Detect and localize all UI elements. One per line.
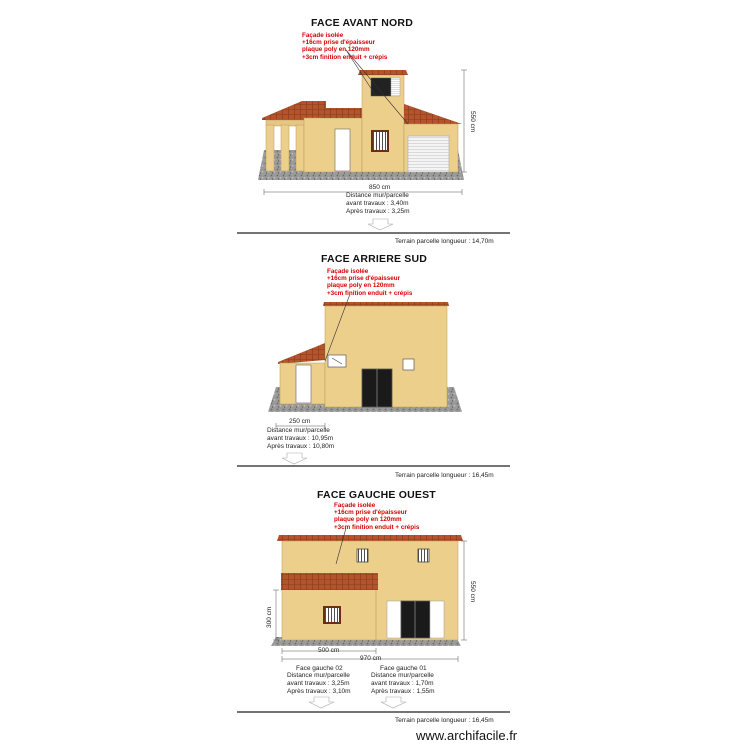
west-face02-distance: Distance mur/parcelle (287, 672, 350, 679)
north-lower-window (372, 131, 388, 151)
north-title: FACE AVANT NORD (311, 17, 413, 29)
north-entry-door (335, 129, 350, 171)
north-before-works: avant travaux : 3,40m (346, 200, 409, 207)
north-after-works: Après travaux : 3,25m (346, 208, 410, 215)
west-width-b-label: 970 cm (360, 655, 382, 662)
south-annex-door (296, 365, 311, 403)
west-face01-distance: Distance mur/parcelle (371, 672, 434, 679)
west-window-upper-right (418, 549, 429, 562)
north-pillar-2 (281, 125, 289, 171)
north-arrow (368, 219, 393, 230)
south-after-works: Après travaux : 10,80m (267, 443, 335, 450)
west-patio-door (401, 601, 430, 638)
north-insulation-note: Façade isolée +16cm prise d'épaisseur plaque poly en 120mm +3cm finition enduit + crépis (302, 32, 388, 61)
north-garage-door (408, 136, 449, 172)
west-face01-title: Face gauche 01 (380, 665, 427, 672)
north-garage-roof (404, 104, 462, 124)
north-lower-wall (304, 118, 362, 172)
west-face01-before: avant travaux : 1,70m (371, 680, 434, 687)
west-title: FACE GAUCHE OUEST (317, 489, 436, 501)
south-terrain-length: Terrain parcelle longueur : 16,45m (395, 472, 494, 479)
west-arrow-01 (381, 697, 406, 708)
west-face01-after: Après travaux : 1,55m (371, 688, 435, 695)
west-insulation-note: Façade isolée +16cm prise d'épaisseur plaque poly en 120mm +3cm finition enduit + crépis (334, 502, 420, 531)
west-width-a-label: 500 cm (318, 647, 340, 654)
south-width-label: 250 cm (289, 418, 311, 425)
west-arrow-02 (309, 697, 334, 708)
north-terrain-length: Terrain parcelle longueur : 14,70m (395, 238, 494, 245)
west-face02-after: Après travaux : 3,10m (287, 688, 351, 695)
south-top-roof (323, 302, 449, 306)
south-annex-roof (278, 343, 325, 364)
south-insulation-note: Façade isolée +16cm prise d'épaisseur plaque poly en 120mm +3cm finition enduit + crépis (327, 268, 413, 297)
west-face02-title: Face gauche 02 (296, 665, 343, 672)
west-window-upper-left (357, 549, 368, 562)
west-terrain-length: Terrain parcelle longueur : 16,45m (395, 717, 494, 724)
south-small-window-right (403, 359, 414, 370)
west-face02-before: avant travaux : 3,25m (287, 680, 350, 687)
south-title: FACE ARRIERE SUD (321, 253, 428, 265)
west-height-label: 550 cm (469, 581, 476, 603)
north-pergola-roof (262, 101, 326, 120)
west-window-lower (324, 607, 340, 623)
west-top-roof (277, 535, 463, 541)
west-left-height-label: 300 cm (266, 606, 273, 628)
west-mid-roof (281, 573, 378, 590)
north-width-label: 850 cm (369, 184, 391, 191)
north-height-label: 550 cm (469, 111, 476, 133)
north-distance-label: Distance mur/parcelle (346, 192, 409, 199)
south-arrow (282, 453, 307, 464)
south-distance-label: Distance mur/parcelle (267, 427, 330, 434)
north-entry-roof (320, 108, 362, 118)
north-top-roof (358, 70, 408, 75)
north-pillar-3 (296, 125, 304, 171)
brand-watermark[interactable]: www.archifacile.fr (416, 728, 518, 743)
north-pillar-1 (266, 125, 274, 171)
south-before-works: avant travaux : 10,95m (267, 435, 334, 442)
